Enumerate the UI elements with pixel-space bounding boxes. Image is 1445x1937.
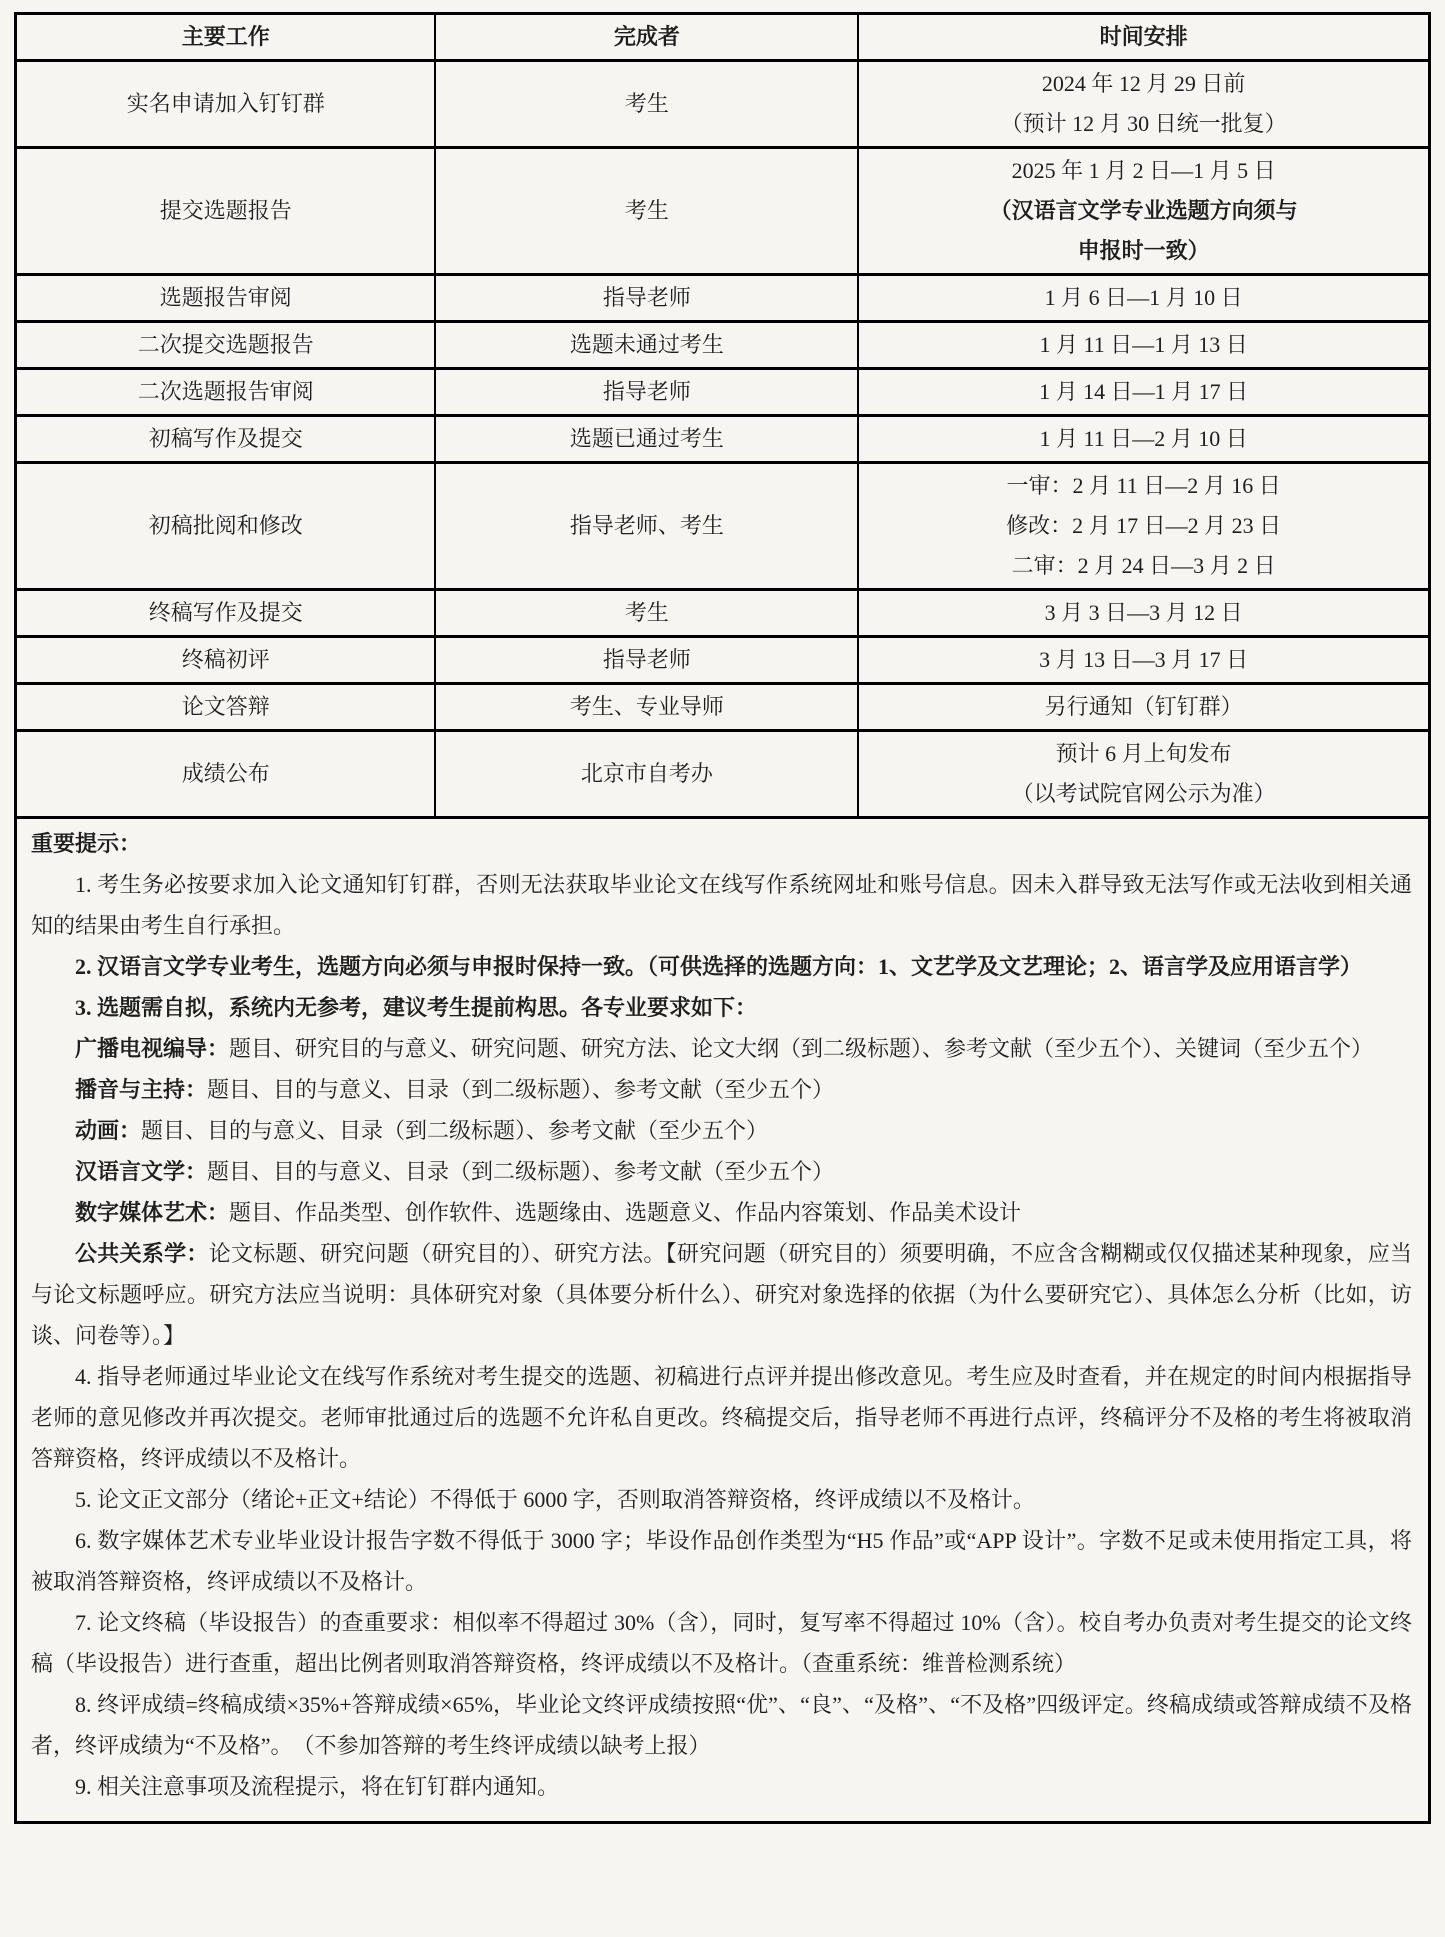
time-line: 预计 6 月上旬发布 bbox=[1055, 741, 1232, 766]
note-text: 题目、目的与意义、目录（到二级标题）、参考文献（至少五个） bbox=[141, 1118, 769, 1143]
note-text: 题目、作品类型、创作软件、选题缘由、选题意义、作品内容策划、作品美术设计 bbox=[229, 1200, 1022, 1225]
time-line: （预计 12 月 30 日统一批复） bbox=[1000, 111, 1287, 136]
time-cell bbox=[858, 275, 1429, 322]
document-sheet bbox=[14, 12, 1431, 1824]
table-row bbox=[16, 369, 1430, 416]
note-text: 题目、目的与意义、目录（到二级标题）、参考文献（至少五个） bbox=[207, 1159, 835, 1184]
note-lead: 数字媒体艺术： bbox=[75, 1200, 230, 1225]
note-text: 8. 终评成绩=终稿成绩×35%+答辩成绩×65%，毕业论文终评成绩按照“优”、“良”、“及格”、“不及格”四级评定。终稿成绩或答辩成绩不及格者，终评成绩为“不及格”。 （不参加答辩的考生终评成绩以缺考上报） bbox=[31, 1692, 1412, 1758]
time-line: 二审：2 月 24 日—3 月 2 日 bbox=[1011, 553, 1276, 578]
note-item bbox=[31, 1233, 1412, 1356]
note-text: 1. 考生务必按要求加入论文通知钉钉群，否则无法获取毕业论文在线写作系统网址和账号信息。因未入群导致无法写作或无法收到相关通知的结果由考生自行承担。 bbox=[31, 872, 1412, 938]
completer-cell: 选题已通过考生 bbox=[435, 416, 858, 463]
note-lead: 3. 选题需自拟，系统内无参考，建议考生提前构思。各专业要求如下： bbox=[75, 995, 758, 1020]
note-item bbox=[31, 946, 1412, 987]
note-item bbox=[31, 1069, 1412, 1110]
work-cell: 提交选题报告 bbox=[16, 148, 436, 275]
table-row bbox=[16, 61, 1430, 148]
time-line: （汉语言文学专业选题方向须与 bbox=[989, 198, 1298, 223]
completer-cell: 考生 bbox=[435, 61, 858, 148]
important-notes-section bbox=[14, 819, 1431, 1824]
table-row bbox=[16, 731, 1430, 818]
work-cell: 实名申请加入钉钉群 bbox=[16, 61, 436, 148]
table-row bbox=[16, 590, 1430, 637]
table-row bbox=[16, 463, 1430, 590]
time-line: 1 月 11 日—1 月 13 日 bbox=[1039, 332, 1248, 357]
note-item bbox=[31, 1479, 1412, 1520]
note-item bbox=[31, 1684, 1412, 1766]
note-lead: 公共关系学： bbox=[75, 1241, 209, 1266]
note-text: 6. 数字媒体艺术专业毕业设计报告字数不得低于 3000 字；毕设作品创作类型为“H5 作品”或“APP 设计”。字数不足或未使用指定工具，将被取消答辩资格，终评成绩以不及格计。 bbox=[31, 1528, 1412, 1594]
completer-cell: 指导老师 bbox=[435, 275, 858, 322]
note-lead: 播音与主持： bbox=[75, 1077, 208, 1102]
table-row bbox=[16, 322, 1430, 369]
note-text: 9. 相关注意事项及流程提示，将在钉钉群内通知。 bbox=[75, 1774, 560, 1799]
work-cell: 初稿写作及提交 bbox=[16, 416, 436, 463]
table-row bbox=[16, 684, 1430, 731]
time-cell bbox=[858, 590, 1429, 637]
table-row bbox=[16, 275, 1430, 322]
time-line: 另行通知（钉钉群） bbox=[1044, 694, 1243, 719]
work-cell: 二次选题报告审阅 bbox=[16, 369, 436, 416]
schedule-table-header bbox=[16, 14, 1430, 61]
note-item bbox=[31, 1520, 1412, 1602]
notes-list bbox=[31, 864, 1412, 1807]
header-main-work: 主要工作 bbox=[16, 14, 436, 61]
completer-cell: 考生 bbox=[435, 590, 858, 637]
completer-cell: 指导老师 bbox=[435, 369, 858, 416]
note-item bbox=[31, 1192, 1412, 1233]
work-cell: 选题报告审阅 bbox=[16, 275, 436, 322]
time-line: 3 月 3 日—3 月 12 日 bbox=[1044, 600, 1243, 625]
note-lead: 广播电视编导： bbox=[75, 1036, 230, 1061]
time-line: 3 月 13 日—3 月 17 日 bbox=[1039, 647, 1249, 672]
completer-cell: 选题未通过考生 bbox=[435, 322, 858, 369]
work-cell: 成绩公布 bbox=[16, 731, 436, 818]
time-line: 2025 年 1 月 2 日—1 月 5 日 bbox=[1011, 158, 1276, 183]
time-line: 一审：2 月 11 日—2 月 16 日 bbox=[1006, 473, 1281, 498]
note-lead: 动画： bbox=[75, 1118, 142, 1143]
time-line: 2024 年 12 月 29 日前 bbox=[1041, 71, 1246, 96]
schedule-table-body bbox=[16, 61, 1430, 818]
note-item bbox=[31, 1602, 1412, 1684]
note-lead: 2. 汉语言文学专业考生，选题方向必须与申报时保持一致。（可供选择的选题方向：1、文艺学及文艺理论；2、语言学及应用语言学） bbox=[75, 954, 1363, 979]
note-item bbox=[31, 1766, 1412, 1807]
time-cell bbox=[858, 416, 1429, 463]
work-cell: 初稿批阅和修改 bbox=[16, 463, 436, 590]
completer-cell: 考生 bbox=[435, 148, 858, 275]
note-text: 5. 论文正文部分（绪论+正文+结论）不得低于 6000 字，否则取消答辩资格，终评成绩以不及格计。 bbox=[75, 1487, 1035, 1512]
note-lead: 汉语言文学： bbox=[75, 1159, 208, 1184]
work-cell: 论文答辩 bbox=[16, 684, 436, 731]
table-row bbox=[16, 637, 1430, 684]
note-item bbox=[31, 1110, 1412, 1151]
note-text: 7. 论文终稿（毕设报告）的查重要求：相似率不得超过 30%（含），同时，复写率不得超过 10%（含）。校自考办负责对考生提交的论文终稿（毕设报告）进行查重，超出比例者则取消答辩资格，终评成绩以不及格计。（查重系统：维普检测系统） bbox=[31, 1610, 1412, 1676]
work-cell: 二次提交选题报告 bbox=[16, 322, 436, 369]
time-cell bbox=[858, 322, 1429, 369]
time-cell bbox=[858, 637, 1429, 684]
header-completer: 完成者 bbox=[435, 14, 858, 61]
time-cell bbox=[858, 684, 1429, 731]
time-cell bbox=[858, 731, 1429, 818]
time-cell bbox=[858, 369, 1429, 416]
table-row bbox=[16, 148, 1430, 275]
work-cell: 终稿写作及提交 bbox=[16, 590, 436, 637]
time-line: 修改：2 月 17 日—2 月 23 日 bbox=[1006, 513, 1282, 538]
table-row bbox=[16, 416, 1430, 463]
work-cell: 终稿初评 bbox=[16, 637, 436, 684]
time-line: 申报时一致） bbox=[1077, 238, 1210, 263]
note-item bbox=[31, 987, 1412, 1028]
completer-cell: 指导老师、考生 bbox=[435, 463, 858, 590]
time-line: （以考试院官网公示为准） bbox=[1011, 781, 1276, 806]
time-cell bbox=[858, 61, 1429, 148]
note-text: 题目、研究目的与意义、研究问题、研究方法、论文大纲（到二级标题）、参考文献（至少五个）、关键词（至少五个） bbox=[229, 1036, 1374, 1061]
note-item bbox=[31, 1028, 1412, 1069]
time-cell bbox=[858, 463, 1429, 590]
note-item bbox=[31, 1356, 1412, 1479]
time-line: 1 月 14 日—1 月 17 日 bbox=[1039, 379, 1249, 404]
time-cell bbox=[858, 148, 1429, 275]
header-row bbox=[16, 14, 1430, 61]
notes-title: 重要提示： bbox=[31, 831, 142, 856]
completer-cell: 北京市自考办 bbox=[435, 731, 858, 818]
time-line: 1 月 11 日—2 月 10 日 bbox=[1039, 426, 1248, 451]
note-item bbox=[31, 1151, 1412, 1192]
header-time-arrangement: 时间安排 bbox=[858, 14, 1429, 61]
note-text: 题目、目的与意义、目录（到二级标题）、参考文献（至少五个） bbox=[207, 1077, 835, 1102]
note-text: 论文标题、研究问题（研究目的）、研究方法。【研究问题（研究目的）须要明确，不应含含糊糊或仅仅描述某种现象，应当与论文标题呼应。研究方法应当说明：具体研究对象（具体要分析什么）、研究对象选择的依据（为什么要研究它）、具体怎么分析（比如，访谈、问卷等）。】 bbox=[31, 1241, 1412, 1348]
schedule-table bbox=[14, 12, 1431, 819]
completer-cell: 指导老师 bbox=[435, 637, 858, 684]
completer-cell: 考生、专业导师 bbox=[435, 684, 858, 731]
note-text: 4. 指导老师通过毕业论文在线写作系统对考生提交的选题、初稿进行点评并提出修改意见。考生应及时查看，并在规定的时间内根据指导老师的意见修改并再次提交。老师审批通过后的选题不允许私自更改。终稿提交后，指导老师不再进行点评，终稿评分不及格的考生将被取消答辩资格，终评成绩以不及格计。 bbox=[31, 1364, 1412, 1471]
time-line: 1 月 6 日—1 月 10 日 bbox=[1044, 285, 1243, 310]
note-item bbox=[31, 864, 1412, 946]
